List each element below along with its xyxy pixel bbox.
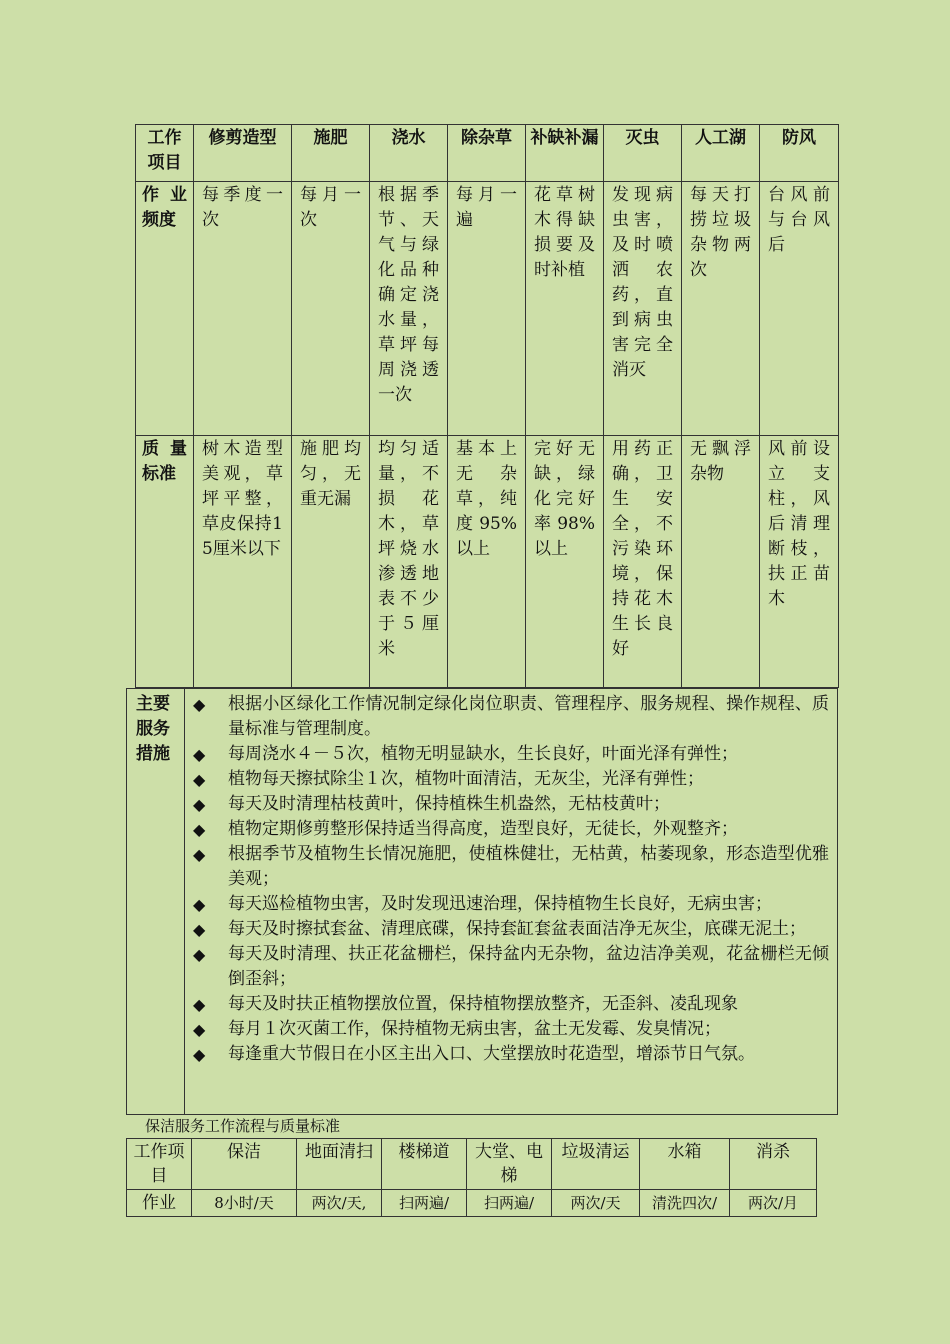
table-cell: 基本上无 杂草，纯度95%以上 [448,436,526,688]
table-cell: 两次/天, [297,1190,382,1217]
diamond-bullet-icon: ◆ [193,745,206,764]
table-cell: 风前设立 支柱，风后清理断枝，扶正苗木 [760,436,839,688]
header-cell: 补缺补漏 [526,125,604,182]
diamond-bullet-icon: ◆ [193,895,206,914]
measures-list [193,692,829,1067]
list-item [193,792,829,817]
header-cell: 施肥 [292,125,370,182]
table-cell: 树木造型美观，草坪平整，草皮保持15厘米以下 [194,436,292,688]
list-item [193,942,829,992]
diamond-bullet-icon: ◆ [193,695,206,714]
service-measures-box [126,688,838,1115]
list-item-text: 每天巡检植物虫害，及时发现迅速治理，保持植物生长良好，无病虫害； [228,894,772,914]
table-cell: 每季度一次 [194,182,292,436]
diamond-bullet-icon: ◆ [193,820,206,839]
diamond-bullet-icon: ◆ [193,1020,206,1039]
cleaning-section-caption: 保洁服务工作流程与质量标准 [145,1117,341,1135]
row-label: 质量标准 [136,436,194,688]
diamond-bullet-icon: ◆ [193,920,206,939]
header-cell: 灭虫 [604,125,682,182]
table-cell: 完好无缺，绿化完好率98%以上 [526,436,604,688]
list-item-text: 每周浇水４－５次，植物无明显缺水，生长良好，叶面光泽有弹性； [228,744,738,764]
list-item [193,1042,829,1067]
row-label: 作业频度 [136,182,194,436]
table-row [127,1190,817,1217]
list-item [193,917,829,942]
diamond-bullet-icon: ◆ [193,770,206,789]
table-cell: 扫两遍/ [382,1190,467,1217]
header-cell: 水箱 [640,1139,730,1190]
header-cell: 浇水 [370,125,448,182]
table-cell: 清洗四次/ [640,1190,730,1217]
table-cell: 8小时/天 [192,1190,297,1217]
list-item [193,817,829,842]
diamond-bullet-icon: ◆ [193,995,206,1014]
table-cell: 用药正确，卫生 安全，不污染环境，保持花木生长良好 [604,436,682,688]
list-item-text: 根据小区绿化工作情况制定绿化岗位职责、管理程序、服务规程、操作规程、质量标准与管理制度。 [228,694,829,739]
header-cell: 楼梯道 [382,1139,467,1190]
table-cell: 发现病虫害，及时喷洒 农药，直到病虫害完全消灭 [604,182,682,436]
list-item-text: 植物每天擦拭除尘１次，植物叶面清洁，无灰尘，光泽有弹性； [228,769,704,789]
header-cell: 大堂、电梯 [467,1139,552,1190]
list-item [193,692,829,742]
table-header-row [136,125,839,182]
table-cell: 根据季节、天气与绿化品种确定浇水量，草坪每周浇透一次 [370,182,448,436]
list-item [193,1017,829,1042]
diamond-bullet-icon: ◆ [193,795,206,814]
list-item-text: 植物定期修剪整形保持适当得高度，造型良好，无徒长，外观整齐； [228,819,738,839]
table-cell: 花草树木得缺损要及时补植 [526,182,604,436]
diamond-bullet-icon: ◆ [193,1045,206,1064]
table-header-row [127,1139,817,1190]
header-cell: 除杂草 [448,125,526,182]
header-cell: 保洁 [192,1139,297,1190]
list-item-text: 根据季节及植物生长情况施肥，使植株健壮，无枯黄，枯萎现象，形态造型优雅美观； [228,844,829,889]
table-cell: 每月一次 [292,182,370,436]
list-item-text: 每月１次灭菌工作，保持植物无病虫害，盆土无发霉、发臭情况； [228,1019,721,1039]
table-cell: 台风前与台风后 [760,182,839,436]
cleaning-work-table [126,1138,817,1217]
table-cell: 两次/月 [730,1190,817,1217]
header-cell: 修剪造型 [194,125,292,182]
table-cell: 无飘浮杂物 [682,436,760,688]
table-row-frequency [136,182,839,436]
list-item [193,767,829,792]
list-item [193,842,829,892]
list-item-text: 每天及时擦拭套盆、清理底碟，保持套缸套盆表面洁净无灰尘，底碟无泥土； [228,919,806,939]
table-cell: 每天打捞垃圾杂物两次 [682,182,760,436]
diamond-bullet-icon: ◆ [193,945,206,964]
measures-label: 主要服务措施 [127,689,185,1114]
header-cell: 消杀 [730,1139,817,1190]
header-cell: 人工湖 [682,125,760,182]
table-cell: 两次/天 [552,1190,640,1217]
header-cell: 工作项目 [127,1139,192,1190]
list-item-text: 每逢重大节假日在小区主出入口、大堂摆放时花造型，增添节日气氛。 [228,1044,755,1064]
header-cell: 防风 [760,125,839,182]
list-item-text: 每天及时清理、扶正花盆栅栏，保持盆内无杂物，盆边洁净美观，花盆栅栏无倾倒歪斜； [228,944,829,989]
table-cell: 施肥均匀，无重无漏 [292,436,370,688]
row-label: 作业 [127,1190,192,1217]
table-cell: 每月一遍 [448,182,526,436]
table-cell: 扫两遍/ [467,1190,552,1217]
diamond-bullet-icon: ◆ [193,845,206,864]
list-item [193,992,829,1017]
list-item-text: 每天及时扶正植物摆放位置，保持植物摆放整齐，无歪斜、凌乱现象 [228,994,738,1014]
list-item [193,742,829,767]
table-row-quality [136,436,839,688]
header-cell: 地面清扫 [297,1139,382,1190]
greening-work-table [135,124,839,688]
table-cell: 均匀适量，不损 花木，草坪烧水渗透地表不少于５厘米 [370,436,448,688]
list-item-text: 每天及时清理枯枝黄叶，保持植株生机盎然，无枯枝黄叶； [228,794,670,814]
list-item [193,892,829,917]
header-cell: 工作项目 [136,125,194,182]
header-cell: 垃圾清运 [552,1139,640,1190]
